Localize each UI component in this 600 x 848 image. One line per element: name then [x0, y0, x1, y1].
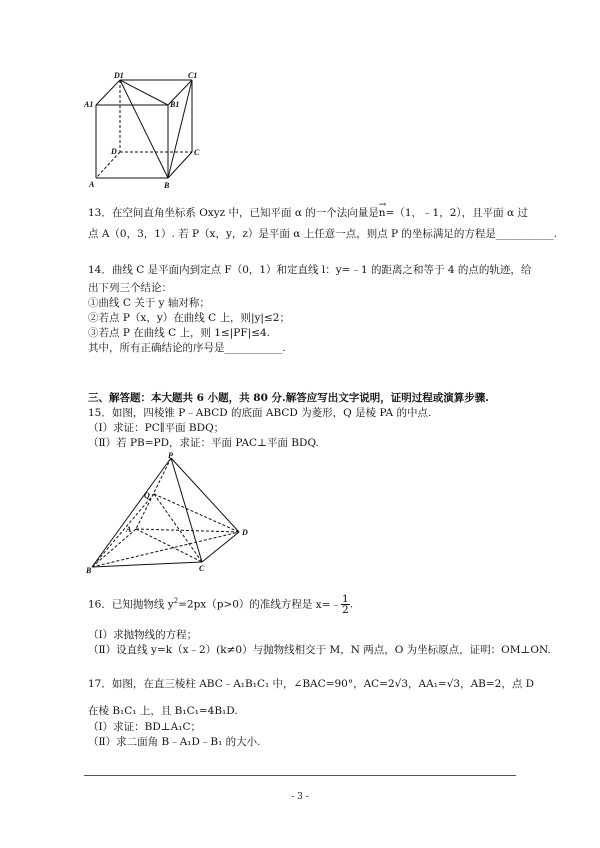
q13-line1 — [88, 200, 528, 220]
page-number: - 3 - — [291, 792, 309, 802]
label-d: D — [111, 147, 117, 156]
label-a1: A1 — [84, 100, 94, 109]
q15-part1: （Ⅰ）求证：PC∥平面 BDQ； — [88, 422, 225, 434]
q13-text-a: 13．在空间直角坐标系 Oxyz 中，已知平面 α 的一个法向量是 — [88, 207, 379, 219]
q14-line6: 其中，所有正确结论的序号是___________. — [88, 342, 286, 354]
q13-line2: 点 A（0，3，1）. 若 P（x，y，z）是平面 α 上任意一点，则点 P 的坐标满足的方程是___________. — [88, 228, 558, 240]
q16-line1: 16．已知抛物线 $y^2=2px(p>0)$的准线方程是 x=﹣ $\frac{1}{2}$ . — [88, 593, 354, 616]
q14-item2: ②若点 P（x，y）在曲线 C 上，则|y|≤2； — [88, 312, 290, 324]
section3-heading: 三、解答题：本大题共 6 小题，共 80 分.解答应写出文字说明，证明过程或演算步骤. — [88, 392, 489, 404]
q14-line1: 14．曲线 C 是平面内到定点 F（0，1）和定直线 l：y=﹣1 的距离之和等于 4 的点的轨迹，给 — [88, 264, 532, 276]
normal-vector: → n — [378, 200, 387, 219]
label-c: C — [199, 564, 205, 573]
label-q: Q — [144, 491, 150, 500]
directrix-equation: x=﹣ $\frac{1}{2}$ — [315, 593, 349, 616]
q15-line1: 15．如图，四棱锥 P﹣ABCD 的底面 ABCD 为菱形，Q 是棱 PA 的中点. — [88, 407, 432, 419]
cube-figure — [84, 70, 214, 192]
fraction-one-half: $\frac{1}{2}$ — [342, 593, 349, 616]
label-a: A — [126, 525, 132, 534]
q15-part2: （Ⅱ）若 PB=PD，求证：平面 PAC⊥平面 BDQ. — [88, 437, 319, 449]
q16-part2: （Ⅱ）设直线 y=k（x﹣2）(k≠0）与抛物线相交于 M，N 两点，O 为坐标原点，证明：OM⊥ON. — [88, 644, 551, 656]
q14-line2: 出下列三个结论： — [88, 282, 172, 294]
label-a: A — [89, 180, 95, 189]
label-c1: C1 — [188, 71, 198, 80]
pyramid-figure — [84, 452, 264, 574]
q14-item1: ①曲线 C 关于 y 轴对称； — [88, 297, 210, 309]
q16-part1: （Ⅰ）求抛物线的方程； — [88, 629, 198, 641]
q17-part2: （Ⅱ）求二面角 B﹣A₁D﹣B₁ 的大小. — [88, 736, 261, 748]
label-d1: D1 — [114, 71, 124, 80]
label-p: P — [168, 452, 173, 460]
label-b: B — [164, 181, 170, 190]
q14-item3: ③若点 P 在曲线 C 上，则 1≤|PF|≤4. — [88, 327, 271, 339]
q17-part1: （Ⅰ）求证：BD⊥A₁C； — [88, 721, 201, 733]
q17-line1: 17．如图，在直三棱柱 ABC﹣A₁B₁C₁ 中，∠BAC=90°，AC=2√3，AA₁=√3，AB=2，点 D — [88, 678, 535, 690]
label-b: B — [86, 566, 92, 574]
label-b1: B1 — [170, 100, 180, 109]
label-d: D — [242, 528, 248, 537]
q17-line2: 在棱 B₁C₁ 上，且 B₁C₁=4B₁D. — [88, 705, 238, 717]
q13-text-b: =（1，﹣1，2），且平面 α 过 — [385, 207, 528, 219]
footer-divider — [84, 775, 516, 776]
label-c: C — [194, 148, 200, 157]
